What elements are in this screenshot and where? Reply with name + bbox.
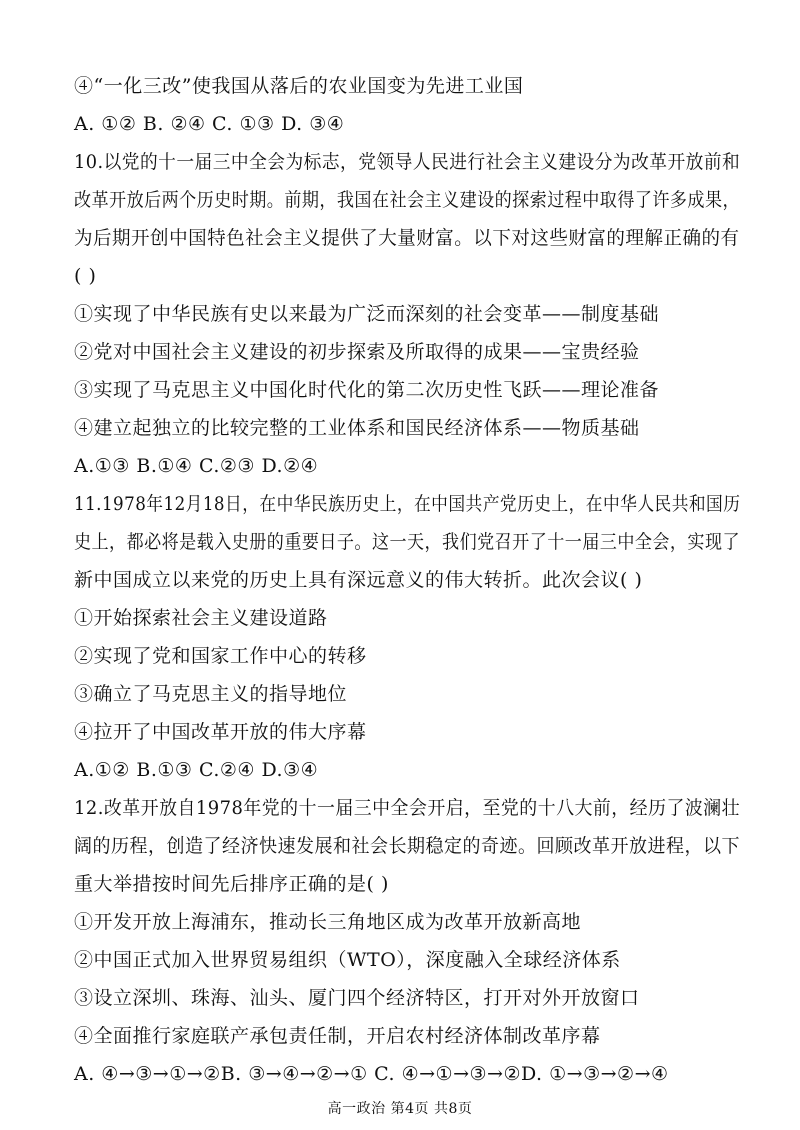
page-footer: 高一政治 第4页 共8页 [327,1101,473,1117]
q10-stem-line-3: 为后期开创中国特色社会主义提供了大量财富。以下对这些财富的理解正确的有 [74,227,740,249]
q11-answer-choices: A.①② B.①③ C.②④ D.③④ [74,759,319,781]
q11-stem-line-1: 11.1978年12月18日，在中华民族历史上，在中国共产党历史上，在中华人民共和国历 [74,493,741,515]
q11-option-3: ③确立了马克思主义的指导地位 [74,683,348,705]
q10-option-3: ③实现了马克思主义中国化时代化的第二次历史性飞跃——理论准备 [74,379,660,401]
q9-answer-choices: A. ①② B. ②④ C. ①③ D. ③④ [74,113,345,135]
q12-stem-line-1: 12.改革开放自1978年党的十一届三中全会开启，至党的十八大前，经历了波澜壮 [74,797,741,819]
q12-stem-line-2: 阔的历程，创造了经济快速发展和社会长期稳定的奇迹。回顾改革开放进程，以下 [74,835,741,857]
q10-option-1: ①实现了中华民族有史以来最为广泛而深刻的社会变革——制度基础 [74,303,660,325]
q12-option-3: ③设立深圳、珠海、汕头、厦门四个经济特区，打开对外开放窗口 [74,987,640,1009]
q10-stem-line-1: 10.以党的十一届三中全会为标志，党领导人民进行社会主义建设分为改革开放前和 [74,151,741,173]
q10-option-4: ④建立起独立的比较完整的工业体系和国民经济体系——物质基础 [74,417,640,439]
q10-option-2: ②党对中国社会主义建设的初步探索及所取得的成果——宝贵经验 [74,341,640,363]
q11-option-4: ④拉开了中国改革开放的伟大序幕 [74,721,367,743]
q10-answer-choices: A.①③ B.①④ C.②③ D.②④ [74,455,319,477]
q11-stem-line-3: 新中国成立以来党的历史上具有深远意义的伟大转折。此次会议( ) [74,569,643,591]
q12-option-4: ④全面推行家庭联产承包责任制，开启农村经济体制改革序幕 [74,1025,601,1047]
q11-option-2: ②实现了党和国家工作中心的转移 [74,645,367,667]
q10-answer-blank: ( ) [74,265,97,287]
q12-option-2: ②中国正式加入世界贸易组织（WTO），深度融入全球经济体系 [74,949,621,971]
q11-stem-line-2: 史上，都必将是载入史册的重要日子。这一天，我们党召开了十一届三中全会，实现了 [74,531,741,553]
q9-option-4: ④“一化三改”使我国从落后的农业国变为先进工业国 [74,75,524,97]
q12-stem-line-3: 重大举措按时间先后排序正确的是( ) [74,873,389,895]
q11-option-1: ①开始探索社会主义建设道路 [74,607,328,629]
q10-stem-line-2: 改革开放后两个历史时期。前期，我国在社会主义建设的探索过程中取得了许多成果， [74,189,741,211]
q12-option-1: ①开发开放上海浦东，推动长三角地区成为改革开放新高地 [74,911,582,933]
q12-answer-choices: A. ④→③→①→②B. ③→④→②→① C. ④→①→③→②D. ①→③→②→④ [74,1063,669,1085]
